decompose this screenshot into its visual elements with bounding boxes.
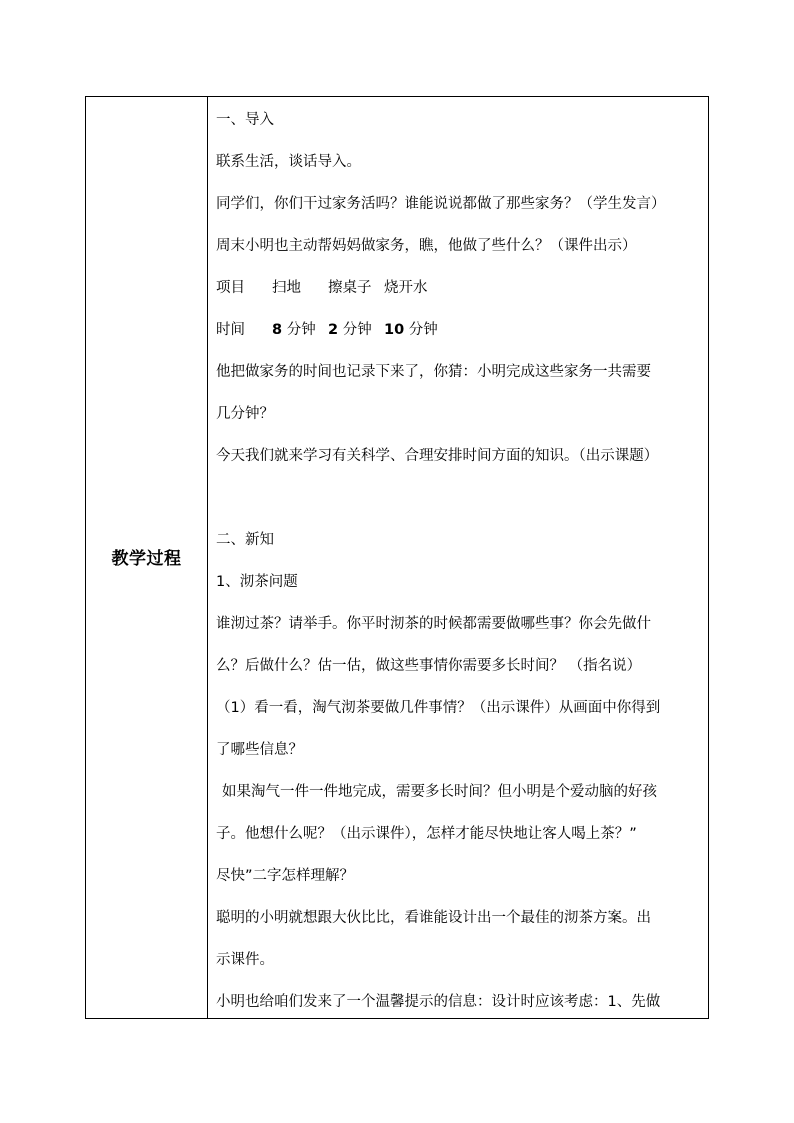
new-paragraph-3-line-2: 子。他想什么呢？（出示课件），怎样才能尽快地让客人喝上茶？” [216, 826, 637, 842]
time-unit-3: 分钟 [408, 322, 438, 338]
new-heading: 二、新知 [216, 532, 274, 548]
section-label: 教学过程 [111, 549, 182, 569]
intro-paragraph-2: 周末小明也主动帮妈妈做家务，瞧，他做了些什么？（课件出示） [216, 238, 637, 254]
time-value-2 [328, 319, 384, 341]
new-paragraph-4-line-1: 聪明的小明就想跟大伙比比，看谁能设计出一个最佳的沏茶方案。出 [216, 910, 651, 926]
new-paragraph-4-line-2: 示课件。 [216, 952, 274, 968]
intro-heading: 一、导入 [216, 112, 274, 128]
project-row [216, 277, 706, 299]
time-label: 时间 [216, 322, 245, 338]
project-item-1: 扫地 [272, 280, 301, 296]
intro-paragraph-1: 同学们，你们干过家务活吗？谁能说说都做了那些家务？（学生发言） [216, 196, 666, 212]
new-subheading: 1、沏茶问题 [216, 574, 298, 590]
new-paragraph-1-line-1: 谁沏过茶？请举手。你平时沏茶的时候都需要做哪些事？你会先做什 [216, 616, 651, 632]
time-value-1 [272, 319, 328, 341]
time-unit-1: 分钟 [286, 322, 316, 338]
new-paragraph-1-line-2: 么？后做什么？估一估，做这些事情你需要多长时间？ （指名说） [216, 658, 642, 674]
time-unit-2: 分钟 [342, 322, 372, 338]
project-item-2: 擦桌子 [328, 280, 372, 296]
time-row [216, 319, 706, 341]
new-paragraph-2-line-2: 了哪些信息？ [216, 742, 303, 758]
new-paragraph-3-line-3: 尽快”二字怎样理解？ [216, 868, 355, 884]
content-column [208, 97, 708, 1018]
project-label: 项目 [216, 280, 245, 296]
project-item-3: 烧开水 [384, 280, 428, 296]
new-paragraph-5-line-1: 小明也给咱们发来了一个温馨提示的信息：设计时应该考虑：1、先做 [216, 994, 661, 1010]
intro-paragraph-3-line-2: 几分钟？ [216, 406, 274, 422]
time-number-2: 2 [328, 322, 339, 338]
label-column [86, 97, 208, 1018]
lesson-table [85, 96, 709, 1019]
time-value-3 [384, 319, 438, 341]
time-number-1: 8 [272, 322, 283, 338]
new-paragraph-3-line-1: 如果淘气一件一件地完成，需要多长时间？但小明是个爱动脑的好孩 [222, 784, 657, 800]
intro-paragraph-3-line-1: 他把做家务的时间也记录下来了，你猜：小明完成这些家务一共需要 [216, 364, 651, 380]
new-paragraph-2-line-1: （1）看一看，淘气沏茶要做几件事情？（出示课件）从画面中你得到 [216, 700, 661, 716]
intro-subtitle: 联系生活，谈话导入。 [216, 154, 361, 170]
time-number-3: 10 [384, 322, 405, 338]
intro-paragraph-4: 今天我们就来学习有关科学、合理安排时间方面的知识。（出示课题） [216, 448, 659, 464]
